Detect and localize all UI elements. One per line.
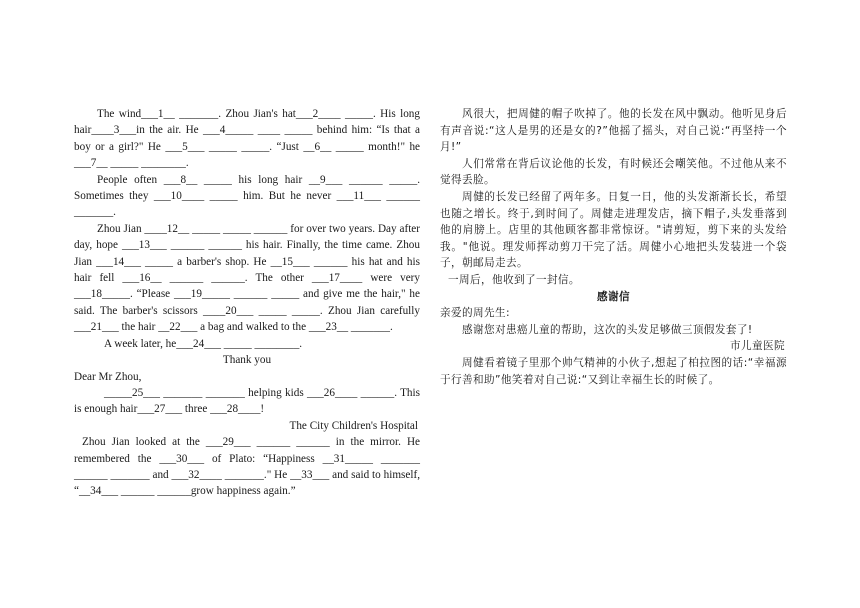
chinese-paragraph-3: 周健的长发已经留了两年多。日复一日，他的头发渐渐长长，希望也随之增长。终于,到时间了。周健走进理发店，摘下帽子,头发垂落到他的肩膀上。店里的其他顾客都非常惊讶。"请剪短，剪下来的头发给我。"他说。理发师挥动剪刀干完了活。周健小心地把头发装进一个袋子，朝邮局走去。 [440,190,787,270]
english-paragraph-3: Zhou Jian ____12__ _____ _____ ______ for over two years. Day after day, hope ___13___ ______ ______ his hair. Finally, the time came. Zhou Jian ___14___ _____ a barber's shop. He __15___ ______ his hat and his hair fell ___16__ ______ ______. The other ___17____ were very ___18_____. “Please ___19_____ ______ _____ and give me the hair," he said. The barber's scissors ____20___ _____ _____. Zhou Jian carefully ___21___ the hair __22___ a bag and walked to the ___23__ _______. [74,222,420,334]
chinese-paragraph-1: 风很大，把周健的帽子吹掉了。他的长发在风中飘动。他听见身后有声音说:“这人是男的还是女的?”他摇了摇头，对自己说:“再坚持一个月!” [440,108,787,154]
english-letter-greeting: Dear Mr Zhou, [74,370,142,383]
chinese-letter-signature: 市儿童医院 [730,340,785,353]
chinese-translation-column [440,106,787,388]
english-paragraph-2: People often ___8__ _____ his long hair __9___ ______ _____. Sometimes they ___10____ _____ him. But he never ___11___ ______ _______. [74,173,420,219]
chinese-paragraph-2: 人们常常在背后议论他的长发，有时候还会嘲笑他。不过他从来不觉得丢脸。 [440,157,787,187]
chinese-letter-greeting: 亲爱的周先生: [440,307,510,320]
english-paragraph-6: Zhou Jian looked at the ___29___ ______ ______ in the mirror. He remembered the ___30___ of Plato: “Happiness __31_____ _______ ______ _______ and ___32____ _______." He __33___ and said to himself, “__34___ ______ ______grow happiness again.” [74,436,420,498]
english-cloze-column [74,106,420,500]
english-paragraph-4: A week later, he___24___ _____ ________. [104,337,303,350]
english-paragraph-1: The wind___1__ _______. Zhou Jian's hat___2____ _____. His long hair____3___in the air. He ___4_____ ____ _____ behind him: “Is that a boy or a girl?" He ___5___ _____ _____. “Just __6__ _____ month!" he ___7__ _____ ________. [74,108,420,170]
english-letter-body: _____25___ _______ _______ helping kids ___26____ ______. This is enough hair___27___ three ___28____! [74,386,420,416]
chinese-letter-title: 感谢信 [597,290,630,303]
english-letter-title: Thank you [222,354,272,367]
chinese-paragraph-6: 周健看着镜子里那个帅气精神的小伙子,想起了柏拉图的话:“幸福源于行善和助”他笑着对自己说:“又到让幸福生长的时候了。 [440,356,787,386]
english-letter-signature: The City Children's Hospital [289,419,418,432]
chinese-letter-body: 感谢您对患癌儿童的帮助，这次的头发足够做三顶假发套了! [462,323,753,336]
chinese-paragraph-4: 一周后，他收到了一封信。 [448,273,580,286]
